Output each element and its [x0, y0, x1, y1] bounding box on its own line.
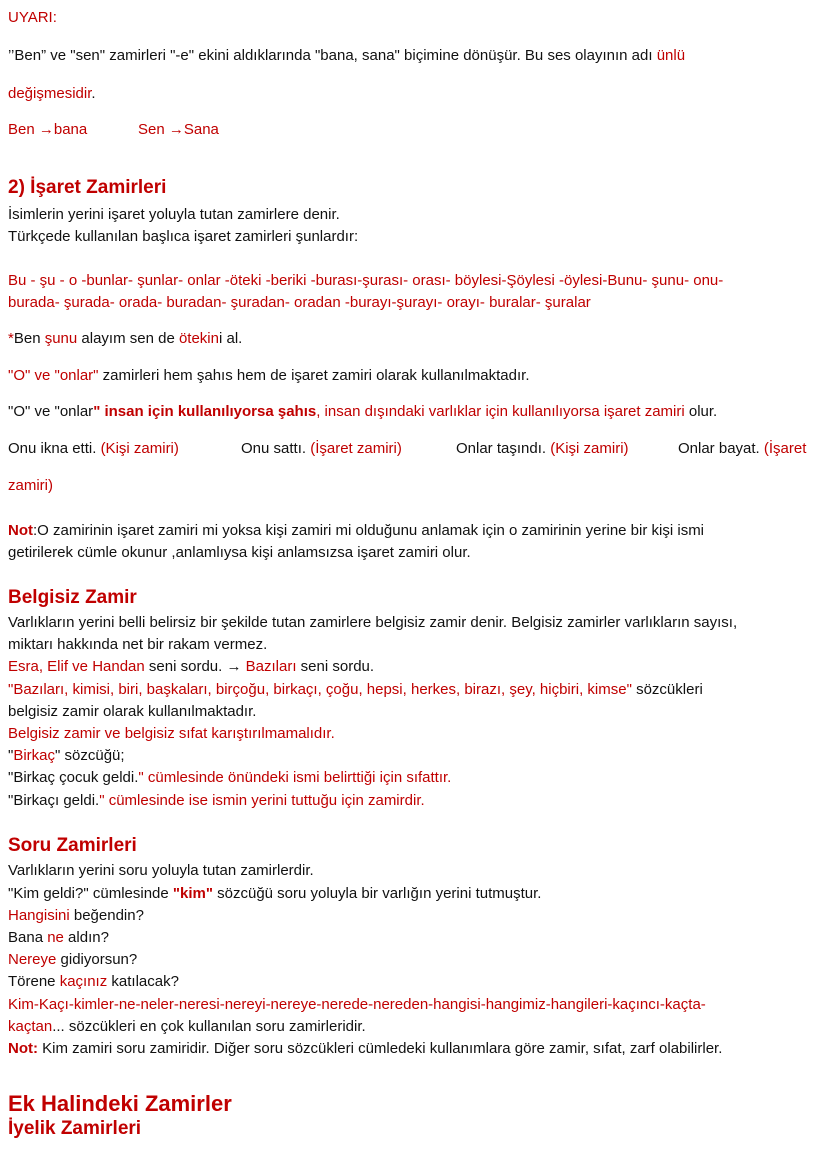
- text: Törene: [8, 973, 60, 990]
- warning-text: [8, 46, 685, 66]
- text: seni sordu. →: [144, 658, 246, 675]
- highlight: ne: [47, 929, 64, 946]
- ek-heading: Ek Halindeki Zamirler: [8, 1091, 232, 1116]
- highlight: Nereye: [8, 951, 57, 968]
- text: Ben: [13, 330, 45, 347]
- tag: (İşaret: [763, 440, 807, 457]
- text: :O zamirinin işaret zamiri mi yoksa kişi zamiri mi olduğunu anlamak için o zamirinin yerine bir kişi ismi: [33, 522, 705, 539]
- text: Kim zamiri soru zamiridir. Diğer soru sözcükleri cümledeki kullanımlara göre zamir, sıfat, zarf olabilirler.: [38, 1040, 723, 1057]
- warning-text-body: ’’Ben” ve "sen" zamirleri "-e" ekini aldıklarında "bana, sana" biçimine dönüşür. Bu ses olayının adı: [8, 47, 657, 64]
- belgisiz-warning: Belgisiz zamir ve belgisiz sıfat karıştırılmamalıdır.: [8, 725, 335, 742]
- soru-list-line2: [8, 1017, 366, 1037]
- text: sözcükleri: [631, 681, 703, 698]
- text: Bana: [8, 929, 48, 946]
- o-onlar-rule: [8, 402, 717, 422]
- isaret-heading: 2) İşaret Zamirleri: [8, 177, 167, 198]
- highlight: kaçtan: [8, 1018, 53, 1035]
- soru-def: Varlıkların yerini soru yoluyla tutan zamirlerdir.: [8, 862, 314, 879]
- iyelik-subheading: İyelik Zamirleri: [8, 1118, 142, 1139]
- example-3: [456, 439, 629, 459]
- highlight: kaçınız: [59, 973, 108, 990]
- soru-q2: [8, 928, 109, 948]
- belgisiz-example: [8, 657, 374, 677]
- warning-term: ünlü: [656, 47, 686, 64]
- birkac-sentence-2: [8, 791, 425, 811]
- belgisiz-heading: Belgisiz Zamir: [8, 587, 137, 608]
- text: "Birkaçı geldi.: [8, 792, 100, 809]
- belgisiz-words: [8, 680, 703, 700]
- warning-title: UYARI:: [8, 9, 57, 26]
- text: seni sordu.: [296, 658, 375, 675]
- tag: (Kişi zamiri): [550, 440, 629, 457]
- highlight: ötekin: [178, 330, 219, 347]
- text: ": [8, 747, 14, 764]
- isaret-note-line2: getirilerek cümle okunur ,anlamlıysa kişi anlamsızsa işaret zamiri olur.: [8, 544, 471, 561]
- soru-list-line1: Kim-Kaçı-kimler-ne-neler-neresi-nereyi-nereye-nerede-nereden-hangisi-hangimiz-hangileri-kaçıncı-kaçta-: [8, 996, 706, 1013]
- text: Onu sattı.: [241, 440, 311, 457]
- soru-q1: [8, 906, 144, 926]
- text: aldın?: [63, 929, 109, 946]
- highlight: " insan için kullanılıyorsa şahıs: [93, 403, 317, 420]
- warning-example-ben: Ben →bana: [8, 121, 88, 138]
- isaret-example: [8, 329, 242, 349]
- soru-heading: Soru Zamirleri: [8, 835, 137, 856]
- note-label: Not: [8, 522, 33, 539]
- highlight: " cümlesinde önündeki ismi belirttiği için sıfattır.: [138, 769, 452, 786]
- text: Onu ikna etti.: [8, 440, 101, 457]
- text: ... sözcükleri en çok kullanılan soru zamirleridir.: [52, 1018, 366, 1035]
- text: olur.: [684, 403, 718, 420]
- text: Onlar bayat.: [678, 440, 764, 457]
- belgisiz-used: belgisiz zamir olarak kullanılmaktadır.: [8, 703, 257, 720]
- text: gidiyorsun?: [56, 951, 138, 968]
- period: .: [91, 85, 96, 102]
- text: zamirleri hem şahıs hem de işaret zamiri olarak kullanılmaktadır.: [98, 367, 530, 384]
- o-onlar-sentence: [8, 366, 530, 386]
- text: " sözcüğü;: [55, 747, 125, 764]
- isaret-list-line1: Bu - şu - o -bunlar- şunlar- onlar -öteki -beriki -burası-şurası- orası- böylesi-Şöylesi -öylesi-Bunu- şunu- onu-: [8, 272, 724, 289]
- text: i al.: [218, 330, 243, 347]
- tag: (Kişi zamiri): [100, 440, 179, 457]
- asterisk: *: [8, 330, 14, 347]
- example-2: [241, 439, 402, 459]
- isaret-note-line1: [8, 521, 704, 541]
- text: katılacak?: [107, 973, 179, 990]
- tag: (İşaret zamiri): [310, 440, 402, 457]
- example-4: [678, 439, 806, 459]
- highlight: "Bazıları, kimisi, biri, başkaları, birçoğu, birkaçı, çoğu, hepsi, herkes, birazı, şey, hiçbiri, kimse": [8, 681, 632, 698]
- text: sözcüğü soru yoluyla bir varlığın yerini tutmuştur.: [212, 885, 542, 902]
- warning-example-sen: Sen →Sana: [138, 121, 219, 138]
- example-4-cont: zamiri): [8, 477, 53, 494]
- example-1: [8, 439, 179, 459]
- highlight: Birkaç: [13, 747, 56, 764]
- text: alayım sen de: [77, 330, 179, 347]
- highlight: "kim": [172, 885, 213, 902]
- warning-term-cont: değişmesidir: [8, 85, 92, 102]
- text: "Kim geldi?" cümlesinde: [8, 885, 173, 902]
- highlight: Esra, Elif ve Handan: [8, 658, 145, 675]
- isaret-intro: Türkçede kullanılan başlıca işaret zamirleri şunlardır:: [8, 228, 359, 245]
- highlight: " cümlesinde ise ismin yerini tuttuğu için zamirdir.: [99, 792, 425, 809]
- text: Onlar taşındı.: [456, 440, 551, 457]
- highlight: "O" ve "onlar": [8, 367, 99, 384]
- soru-q3: [8, 950, 137, 970]
- note-label: Not:: [8, 1040, 38, 1057]
- isaret-definition: İsimlerin yerini işaret yoluyla tutan zamirlere denir.: [8, 206, 340, 223]
- soru-kim: [8, 884, 541, 904]
- text: "Birkaç çocuk geldi.: [8, 769, 139, 786]
- warning-text-cont: [8, 84, 96, 104]
- soru-note: [8, 1039, 722, 1059]
- highlight: , insan dışındaki varlıklar için kullanılıyorsa işaret zamiri: [316, 403, 685, 420]
- highlight: Bazıları: [245, 658, 297, 675]
- belgisiz-def-line1: Varlıkların yerini belli belirsiz bir şekilde tutan zamirlere belgisiz zamir denir. Belgisiz zamirler varlıkların sayısı,: [8, 614, 738, 631]
- highlight: şunu: [44, 330, 78, 347]
- soru-q4: [8, 972, 179, 992]
- highlight: Hangisini: [8, 907, 70, 924]
- text: "O" ve "onlar: [8, 403, 94, 420]
- isaret-list-line2: burada- şurada- orada- buradan- şuradan- oradan -burayı-şurayı- orayı- buralar- şuralar: [8, 294, 591, 311]
- birkac-word: [8, 746, 125, 766]
- text: beğendin?: [69, 907, 144, 924]
- birkac-sentence-1: [8, 768, 451, 788]
- belgisiz-def-line2: miktarı hakkında net bir rakam vermez.: [8, 636, 268, 653]
